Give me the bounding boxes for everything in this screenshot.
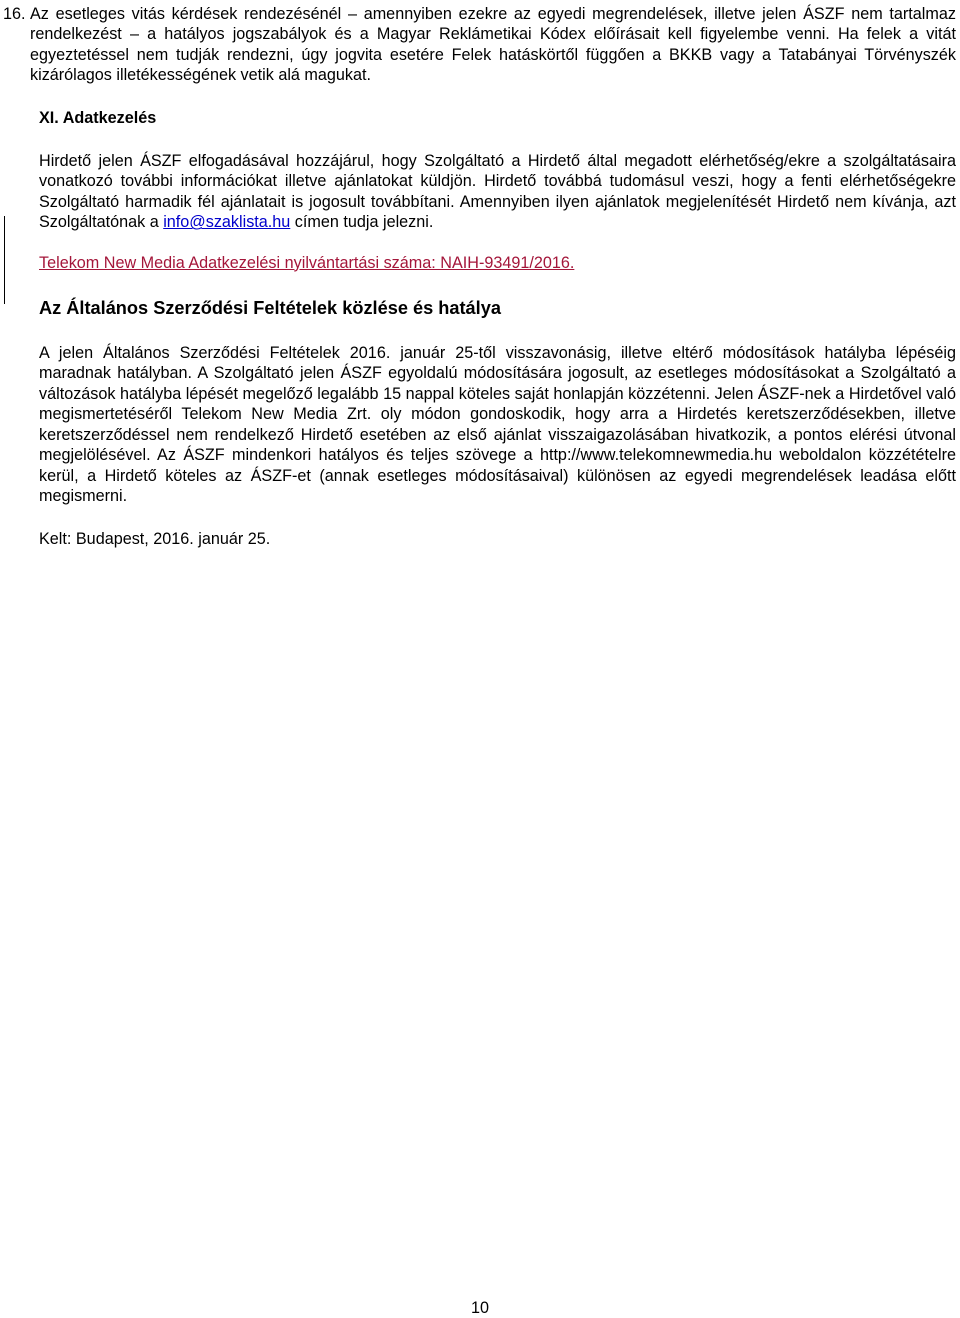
- list-item-16: [3, 4, 956, 86]
- paragraph-text-end: címen tudja jelezni.: [290, 213, 434, 232]
- revision-change-bar: [4, 216, 5, 304]
- date-line: Kelt: Budapest, 2016. január 25.: [39, 530, 271, 549]
- general-terms-paragraph: A jelen Általános Szerződési Feltételek 2016. január 25-től visszavonásig, illetve eltérő módosítások hatályba lépéséig maradnak hatályban. A Szolgáltató jelen ÁSZF egyoldalú módosítására jogosult, az esetleges módosításokat a Szolgáltató a változások hatályba lépését megelőző legalább 15 nappal köteles saját honlapján közzétenni. Jelen ÁSZF-nek a Hirdetővel való megismertetéséről Telekom New Media Zrt. oly módon gondoskodik, hogy arra a Hirdetés keretszerződésekben, illetve keretszerződéssel nem rendelkező Hirdető esetében az első ajánlat visszaigazolásában hivatkozik, a pontos elérési útvonal megjelölésével. Az ÁSZF mindenkori hatályos és teljes szövege a http://www.telekomnewmedia.hu weboldalon közzétételre kerül, a Hirdető köteles az ÁSZF-et (annak esetleges módosításaival) különösen az egyedi megrendelések leadása előtt megismerni.: [39, 344, 956, 505]
- list-item-text: Az esetleges vitás kérdések rendezésénél – amennyiben ezekre az egyedi megrendelések, illetve jelen ÁSZF nem tartalmaz rendelkezést – a hatályos jogszabályok és a Magyar Reklámetikai Kódex előírásait kell figyelembe venni. Ha felek a vitát egyeztetéssel nem tudják rendezni, úgy jogvita esetére Felek hatáskörtől függően a BKKB vagy a Tatabányai Törvényszék kizárólagos illetékességének vetik alá magukat.: [30, 5, 956, 85]
- section-heading-adatkezeles: XI. Adatkezelés: [39, 108, 157, 127]
- list-item-number: 16.: [3, 5, 26, 23]
- page-number: 10: [470, 1299, 489, 1317]
- paragraph-text-start: Hirdető jelen ÁSZF elfogadásával hozzájárul, hogy Szolgáltató a Hirdető által megadott elérhetőség/ekre a szolgáltatásaira vonatkozó további információkat illetve ajánlatokat küldjön. Hirdető továbbá tudomásul veszi, hogy a fenti elérhetőségekre Szolgáltató harmadik fél ajánlatait is jogosult továbbítani. Amennyiben ilyen ajánlatok megjelenítését Hirdető nem kívánja, azt Szolgáltatónak a: [39, 152, 956, 232]
- email-link[interactable]: info@szaklista.hu: [163, 213, 291, 232]
- naih-registration-link[interactable]: Telekom New Media Adatkezelési nyilvántartási száma: NAIH-93491/2016.: [39, 253, 575, 272]
- document-body: [3, 4, 956, 550]
- section-title-general-terms: Az Általános Szerződési Feltételek közlése és hatálya: [39, 298, 501, 319]
- data-processing-paragraph: [39, 151, 956, 233]
